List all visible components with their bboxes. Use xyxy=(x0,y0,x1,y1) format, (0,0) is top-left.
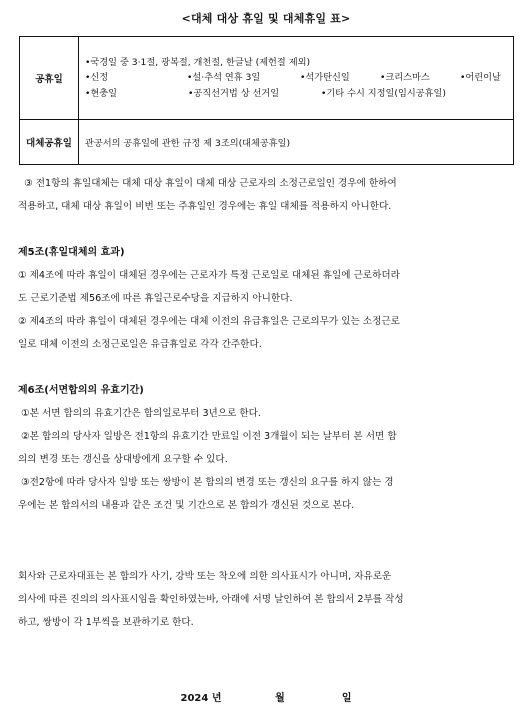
article-line: 일로 대체 이전의 소정근로일은 유급휴일로 각각 간주한다. xyxy=(18,339,262,350)
table-title: <대체 대상 휴일 및 대체휴일 표> xyxy=(181,12,351,25)
holiday-item: •기타 수시 지정일(임시공휴일) xyxy=(321,87,446,99)
holiday-table xyxy=(19,36,514,165)
article-line: 의의 변경 또는 갱신을 상대방에게 요구할 수 있다. xyxy=(18,454,228,465)
holiday-line-1: •국경일 중 3·1절, 광복절, 개천절, 한글날 (제헌절 제외) xyxy=(85,56,311,68)
substitute-row xyxy=(20,120,514,165)
holiday-header-cell: 공휴일 xyxy=(20,37,79,120)
holiday-item: •크리스마스 xyxy=(380,72,430,84)
article-line: ① 제4조에 따라 휴일이 대체된 경우에는 근로자가 특정 근로일로 대체된 휴일에 근로하더라 xyxy=(18,270,400,281)
date-day: 일 xyxy=(341,693,352,704)
paragraph-line: ③ 전1항의 휴일대체는 대체 대상 휴일이 대체 대상 근로자의 소정근로일인 경우에 한하여 xyxy=(18,178,397,189)
substitute-header-cell: 대체공휴일 xyxy=(20,120,79,165)
holiday-item: •어린이날 xyxy=(460,72,501,84)
date-month: 월 xyxy=(275,693,285,704)
article-line: ② 제4조의 따라 휴일이 대체된 경우에는 대체 이전의 유급휴일은 근로의무가 있는 소정근로 xyxy=(18,316,400,327)
holiday-list-cell xyxy=(79,37,514,120)
holiday-item: •공직선거법 상 선거일 xyxy=(188,87,280,99)
holiday-item: •신정 xyxy=(85,72,109,84)
closing-line: 회사와 근로자대표는 본 합의가 사기, 강박 또는 착오에 의한 의사표시가 아니며, 자유로운 xyxy=(18,571,392,582)
article-line: 우에는 본 합의서의 내용과 같은 조건 및 기간으로 본 합의가 갱신된 것으로 본다. xyxy=(18,500,355,511)
article-5-heading: 제5조(휴일대체의 효과) xyxy=(18,247,125,258)
article-line: ②본 합의의 당사자 일방은 전1항의 유효기간 만료일 이전 3개월이 되는 날부터 본 서면 합 xyxy=(18,431,397,442)
holiday-line-2 xyxy=(85,70,507,86)
article-line: ①본 서면 합의의 유효기간은 합의일로부터 3년으로 한다. xyxy=(18,408,261,419)
closing-line: 의사에 따른 진의의 의사표시임을 확인하였는바, 아래에 서명 날인하여 본 합의서 2부를 작성 xyxy=(18,594,404,605)
article-6 xyxy=(18,379,518,517)
article-line: ③전2항에 따라 당사자 일방 또는 쌍방이 본 합의의 변경 또는 갱신의 요구를 하지 않는 경 xyxy=(18,477,394,488)
closing-statement xyxy=(18,565,518,634)
article-6-heading: 제6조(서면합의의 유효기간) xyxy=(18,385,144,396)
holiday-item: •석가탄신일 xyxy=(300,72,350,84)
article-line: 도 근로기준법 제56조에 따른 휴일근로수당을 지급하지 아니한다. xyxy=(18,293,293,304)
holiday-line-3 xyxy=(85,86,507,102)
signing-date xyxy=(0,689,532,704)
article-5 xyxy=(18,241,518,356)
closing-line: 하고, 쌍방이 각 1부씩을 보관하기로 한다. xyxy=(18,617,194,628)
holiday-item: •현충일 xyxy=(85,87,118,99)
date-year: 2024 년 xyxy=(180,693,222,704)
holiday-item: •설·추석 연휴 3일 xyxy=(187,72,261,84)
substitute-rule-cell: 관공서의 공휴일에 관한 규정 제 3조의(대체공휴일) xyxy=(79,120,514,165)
holiday-row xyxy=(20,37,514,120)
paragraph-3 xyxy=(18,172,518,218)
paragraph-line: 적용하고, 대체 대상 휴일이 비번 또는 주휴일인 경우에는 휴일 대체를 적용하지 아니한다. xyxy=(18,201,392,212)
